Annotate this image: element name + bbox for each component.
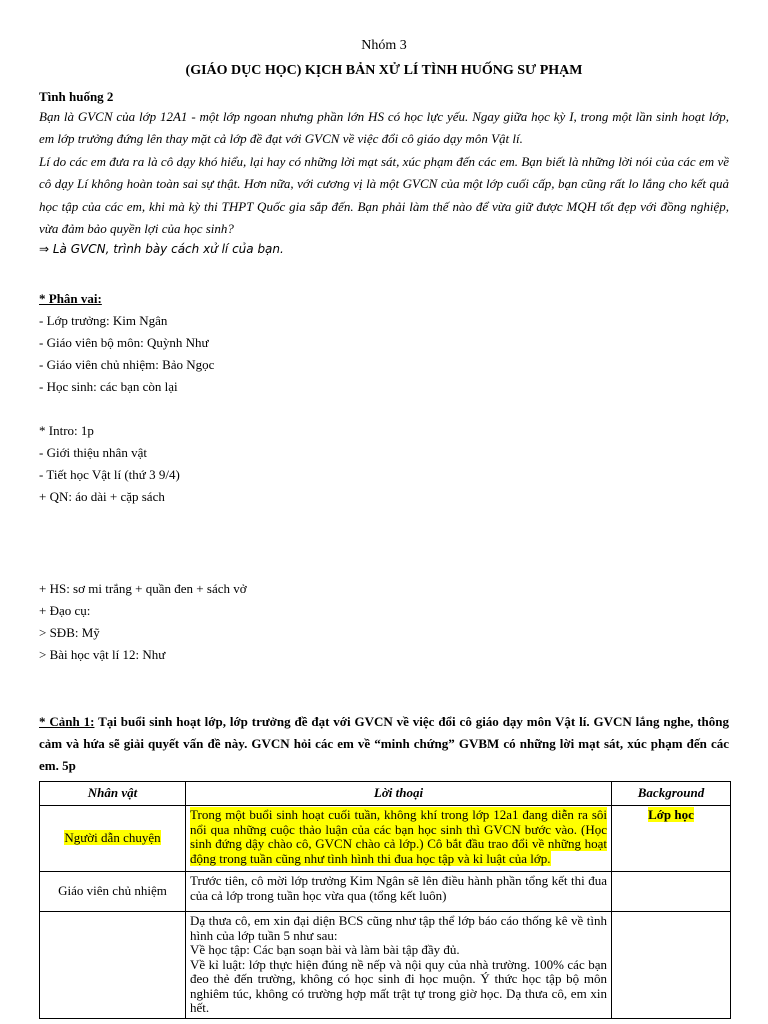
props-item: > Bài học vật lí 12: Như xyxy=(39,647,166,662)
scene-1-text: Tại buổi sinh hoạt lớp, lớp trưởng đề đạt với GVCN về việc đổi cô giáo dạy môn Vật lí. GVCN lắng nghe, thông cảm và hứa sẽ giải quyết vấn đề này. GVCN hỏi các em về “minh chứng” GVBM có những lời mạt sát, xúc phạm đến các em. 5p xyxy=(39,714,729,773)
intro-item: + QN: áo dài + cặp sách xyxy=(39,489,165,504)
table-row xyxy=(40,872,731,912)
situation-label: Tình huống 2 xyxy=(39,89,114,104)
scene-1-label: * Cảnh 1: xyxy=(39,714,95,729)
character-cell xyxy=(40,806,186,872)
background-cell xyxy=(612,872,731,912)
scene-1-description xyxy=(39,711,729,777)
background-text: Lớp học xyxy=(648,807,694,822)
table-row xyxy=(40,912,731,1019)
dialogue-cell xyxy=(186,912,612,1019)
dialogue-line: Về kỉ luật: lớp thực hiện đúng nề nếp và nội quy của nhà trường. 100% các bạn đeo thẻ đến trường, không có học sinh đi học muộn. Ý thức học tập bộ môn nghiêm túc, không có trường hợp mất trật tự trong giờ học. Dạ thưa cô, em xin hết. xyxy=(190,956,607,1015)
character-cell: Giáo viên chủ nhiệm xyxy=(40,872,186,912)
dialogue-cell: Trước tiên, cô mời lớp trưởng Kim Ngân sẽ lên điều hành phần tổng kết thi đua của cả lớp trong tuần học vừa qua (tổng kết luôn) xyxy=(186,872,612,912)
props-item: + Đạo cụ: xyxy=(39,603,91,618)
dialogue-cell xyxy=(186,806,612,872)
intro-item: * Intro: 1p xyxy=(39,423,94,438)
role-item: - Lớp trưởng: Kim Ngân xyxy=(39,313,168,328)
table-header-row xyxy=(40,782,731,806)
group-name: Nhóm 3 xyxy=(361,38,407,53)
intro-item: - Giới thiệu nhân vật xyxy=(39,445,147,460)
role-item: - Học sinh: các bạn còn lại xyxy=(39,379,178,394)
header-character: Nhân vật xyxy=(40,782,186,806)
situation-task: ⇒ Là GVCN, trình bày cách xử lí của bạn. xyxy=(39,242,284,256)
intro-item: - Tiết học Vật lí (thứ 3 9/4) xyxy=(39,467,180,482)
character-name: Người dẫn chuyện xyxy=(64,830,161,846)
role-item: - Giáo viên bộ môn: Quỳnh Như xyxy=(39,335,209,350)
character-cell xyxy=(40,912,186,1019)
role-item: - Giáo viên chủ nhiệm: Bảo Ngọc xyxy=(39,357,215,372)
dialogue-line: Dạ thưa cô, em xin đại diện BCS cũng như tập thể lớp báo cáo thống kê về tình hình của lớp tuần 5 như sau: xyxy=(190,913,607,943)
props-item: + HS: sơ mi trắng + quần đen + sách vở xyxy=(39,581,247,596)
header-background: Background xyxy=(612,782,731,806)
dialogue-text: Trong một buổi sinh hoạt cuối tuần, không khí trong lớp 12a1 đang diễn ra sôi nổi qua những cuộc thảo luận của các bạn học sinh thì GVCN bước vào. (Học sinh đứng dậy chào cô, GVCN chào cả lớp.) Cô bắt đầu trao đổi về những hoạt động trong tuần cũng như tình hình thi đua học tập và kỉ luật của lớp. xyxy=(190,807,607,866)
situation-paragraph-1: Bạn là GVCN của lớp 12A1 - một lớp ngoan nhưng phần lớn HS có học lực yếu. Ngay giữa học kỳ I, trong một lần sinh hoạt lớp, em lớp trưởng đứng lên thay mặt cả lớp đề đạt với GVCN về việc đổi cô giáo dạy môn Vật lí. xyxy=(39,109,729,147)
situation-paragraph-2: Lí do các em đưa ra là cô dạy khó hiểu, lại hay có những lời mạt sát, xúc phạm đến các em. Bạn biết là những lời nói của các em về cô dạy Lí không hoàn toàn sai sự thật. Hơn nữa, với cương vị là một GVCN của một lớp cuối cấp, bạn cũng rất lo lắng cho kết quả học tập của các em, khi mà kỳ thi THPT Quốc gia sắp đến. Bạn phải làm thế nào để vừa giữ được MQH tốt đẹp với đồng nghiệp, vừa đảm bảo quyền lợi của học sinh? xyxy=(39,154,729,236)
props-item: > SĐB: Mỹ xyxy=(39,625,100,640)
script-table xyxy=(39,781,731,1019)
header-dialogue: Lời thoại xyxy=(186,782,612,806)
background-cell xyxy=(612,912,731,1019)
roles-heading: * Phân vai: xyxy=(39,291,102,306)
dialogue-line: Về học tập: Các bạn soạn bài và làm bài tập đầy đủ. xyxy=(190,942,460,957)
background-cell xyxy=(612,806,731,872)
table-row xyxy=(40,806,731,872)
document-title: (GIÁO DỤC HỌC) KỊCH BẢN XỬ LÍ TÌNH HUỐNG SƯ PHẠM xyxy=(185,63,583,78)
